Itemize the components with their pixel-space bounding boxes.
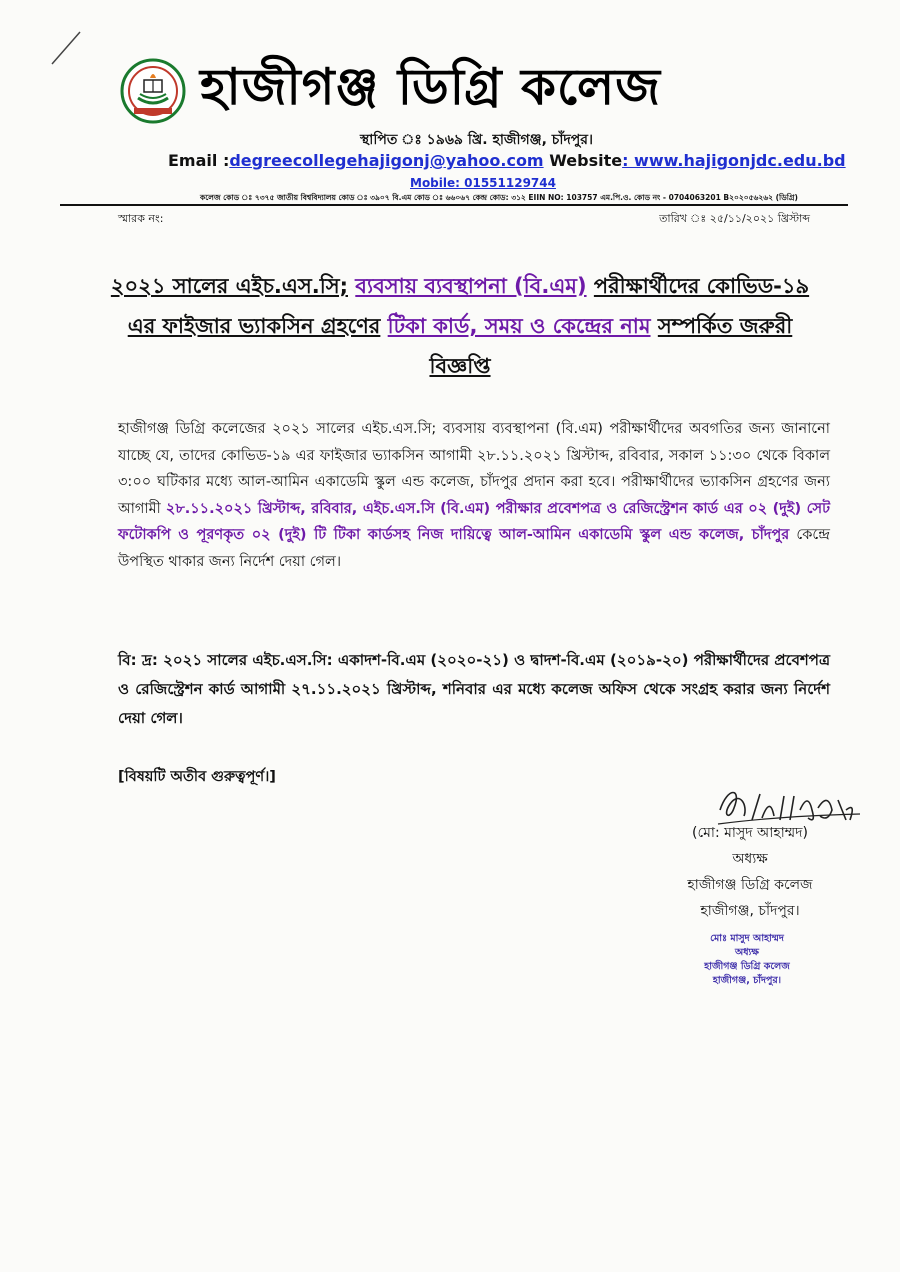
college-name: হাজীগঞ্জ ডিগ্রি কলেজ bbox=[200, 58, 662, 116]
contact-line bbox=[168, 151, 846, 170]
body-text-a: হাজীগঞ্জ ডিগ্রি কলেজের ২০২১ সালের এইচ.এস.সি; ব্যবসায় ব্যবস্থাপনা (বি.এম) পরীক্ষার্থীদের অবগতির জন্য জানানো যাচ্ছে যে, তাদের কোভিড-১৯ এর ফাইজার ভ্যাকসিন আগামী ২৮.১১.২০২১ খ্রিস্টাব্দ, রবিবার, সকাল ১১:৩০ থেকে বিকাল ৩:০০ ঘটিকার মধ্যে আল-আমিন একাডেমি স্কুল এন্ড কলেজ, চাঁদপুর প্রদান করা হবে। পরীক্ষার্থীদের ভ্যাকসিন গ্রহণের জন্য আগামী bbox=[118, 421, 830, 517]
pen-mark-icon bbox=[48, 28, 84, 68]
body-text-c: কেন্দ্রে উপস্থিত থাকার জন্য নির্দেশ দেয়া গেল। bbox=[118, 527, 830, 570]
signatory-block bbox=[640, 820, 860, 924]
seal-name: মোঃ মাসুদ আহাম্মদ bbox=[710, 933, 784, 944]
website-link[interactable]: : www.hajigonjdc.edu.bd bbox=[622, 151, 846, 170]
notice-date: তারিখ ঃ ২৫/১১/২০২১ খ্রিস্টাব্দ bbox=[659, 212, 810, 225]
signatory-location: হাজীগঞ্জ, চাঁদপুর। bbox=[700, 903, 800, 919]
headline-part-5: সম্পর্কিত জরুরী বিজ্ঞপ্তি bbox=[429, 314, 793, 378]
memo-number: স্মারক নং: bbox=[118, 212, 164, 225]
email-link[interactable]: degreecollegehajigonj@yahoo.com bbox=[229, 151, 544, 170]
headline-part-4: টিকা কার্ড, সময় ও কেন্দ্রের নাম bbox=[387, 314, 651, 338]
established-line: স্থাপিত ঃ ১৯৬৯ খ্রি. হাজীগঞ্জ, চাঁদপুর। bbox=[360, 132, 593, 148]
signatory-name: (মো: মাসুদ আহাম্মদ) bbox=[692, 825, 808, 841]
official-seal bbox=[662, 932, 832, 988]
header-divider bbox=[60, 204, 848, 206]
email-label: Email : bbox=[168, 151, 230, 170]
website-label: Website bbox=[549, 151, 623, 170]
signatory-college: হাজীগঞ্জ ডিগ্রি কলেজ bbox=[687, 877, 813, 893]
body-text-highlight: ২৮.১১.২০২১ খ্রিস্টাব্দ, রবিবার, এইচ.এস.সি (বি.এম) পরীক্ষার প্রবেশপত্র ও রেজিস্ট্রেশন কার্ড এর ০২ (দুই) সেট ফটোকপি ও পূরণকৃত ০২ (দুই) টি টিকা কার্ডসহ নিজ দায়িত্বে আল-আমিন একাডেমি স্কুল এন্ড কলেজ, চাঁদপুর bbox=[118, 500, 830, 543]
headline-part-3: পরীক্ষার্থীদের কোভিড-১৯ এর ফাইজার ভ্যাকসিন গ্রহণের bbox=[127, 274, 810, 338]
college-logo-icon bbox=[120, 58, 186, 124]
notice-body-paragraph bbox=[118, 416, 830, 575]
headline-part-2: ব্যবসায় ব্যবস্থাপনা (বি.এম) bbox=[355, 274, 587, 298]
notice-postscript: বি: দ্র: ২০২১ সালের এইচ.এস.সি: একাদশ-বি.এম (২০২০-২১) ও দ্বাদশ-বি.এম (২০১৯-২০) পরীক্ষার্থীদের প্রবেশপত্র ও রেজিস্ট্রেশন কার্ড আগামী ২৭.১১.২০২১ খ্রিস্টাব্দ, শনিবার এর মধ্যে কলেজ অফিস থেকে সংগ্রহ করার জন্য নির্দেশ দেয়া গেল। bbox=[118, 651, 830, 727]
notice-headline bbox=[110, 266, 810, 386]
seal-location: হাজীগঞ্জ, চাঁদপুর। bbox=[712, 975, 782, 986]
headline-part-1: ২০২১ সালের এইচ.এস.সি; bbox=[110, 274, 348, 298]
college-codes: কলেজ কোড ঃ ৭৩৭৫ জাতীয় বিশ্ববিদ্যালয় কোড ঃ ৩৯০৭ বি.এম কোড ঃ ৬৬০৬৭ কেন্দ্র কোড: ৩১২ EIIN NO: 103757 এম.পি.ও. কোড নং - 0704063201 B২০২০৫৬২৬২ (ডিগ্রি) bbox=[200, 193, 798, 202]
importance-note: [বিষয়টি অতীব গুরুত্বপূর্ণ।] bbox=[118, 769, 276, 785]
seal-college: হাজীগঞ্জ ডিগ্রি কলেজ bbox=[704, 961, 790, 972]
signatory-designation: অধ্যক্ষ bbox=[732, 851, 768, 867]
seal-designation: অধ্যক্ষ bbox=[734, 947, 759, 958]
mobile-number[interactable]: Mobile: 01551129744 bbox=[410, 176, 556, 190]
